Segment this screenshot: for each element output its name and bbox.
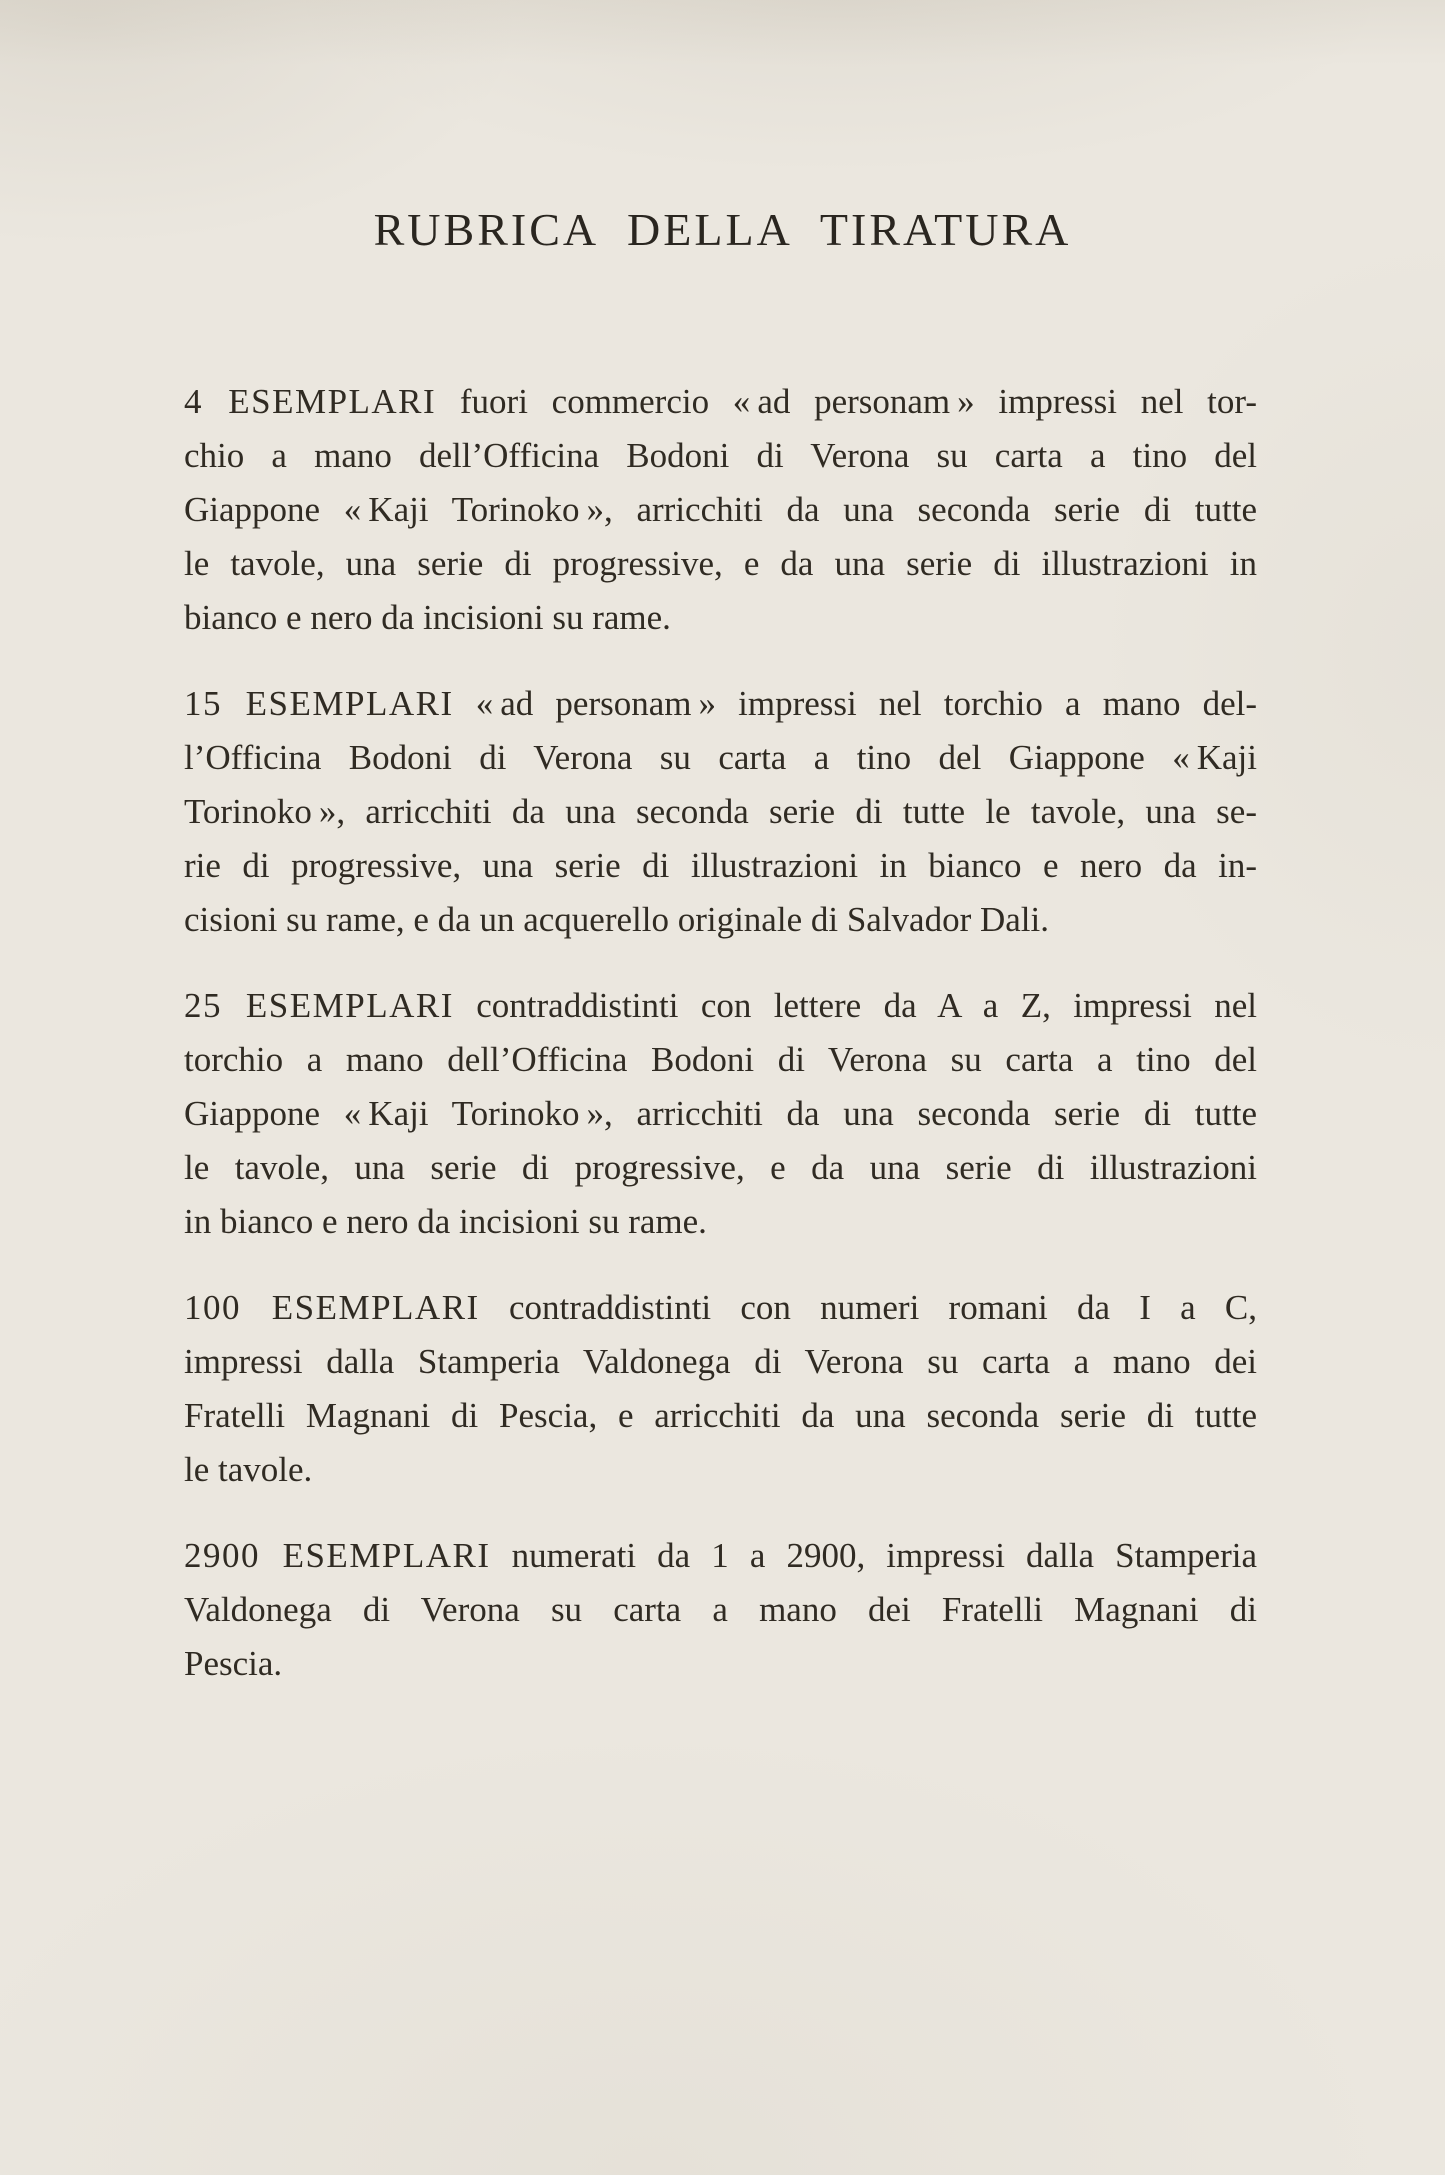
edition-lead: 25 ESEMPLARI	[184, 986, 454, 1025]
text-line: 25 ESEMPLARI contraddistinti con lettere da A a Z, impressi nel	[184, 986, 1257, 1025]
edition-lead: 2900 ESEMPLARI	[184, 1536, 491, 1575]
text-line: bianco e nero da incisioni su rame.	[184, 598, 671, 637]
text-line: Giappone « Kaji Torinoko », arricchiti da una seconda serie di tutte	[184, 490, 1257, 529]
paragraph	[184, 677, 1257, 947]
text-line: Giappone « Kaji Torinoko », arricchiti da una seconda serie di tutte	[184, 1094, 1257, 1133]
text-line: in bianco e nero da incisioni su rame.	[184, 1202, 707, 1241]
text-line: Fratelli Magnani di Pescia, e arricchiti da una seconda serie di tutte	[184, 1396, 1257, 1435]
text-line: le tavole, una serie di progressive, e da una serie di illustrazioni	[184, 1148, 1257, 1187]
text-line: Valdonega di Verona su carta a mano dei Fratelli Magnani di	[184, 1590, 1257, 1629]
text-line: chio a mano dell’Officina Bodoni di Verona su carta a tino del	[184, 436, 1257, 475]
text-line: le tavole.	[184, 1450, 313, 1489]
text-line: 2900 ESEMPLARI numerati da 1 a 2900, impressi dalla Stamperia	[184, 1536, 1258, 1575]
text-line: torchio a mano dell’Officina Bodoni di Verona su carta a tino del	[184, 1040, 1257, 1079]
paragraph	[184, 375, 1257, 645]
edition-lead: 15 ESEMPLARI	[184, 684, 454, 723]
text-block	[184, 375, 1257, 1691]
text-line: 4 ESEMPLARI fuori commercio « ad personam » impressi nel tor-	[184, 382, 1257, 421]
text-line: impressi dalla Stamperia Valdonega di Verona su carta a mano dei	[184, 1342, 1257, 1381]
edition-lead: 100 ESEMPLARI	[184, 1288, 480, 1327]
page-title: RUBRICA DELLA TIRATURA	[373, 204, 1072, 255]
text-line: 100 ESEMPLARI contraddistinti con numeri romani da I a C,	[184, 1288, 1257, 1327]
text-line: cisioni su rame, e da un acquerello originale di Salvador Dali.	[184, 900, 1050, 939]
paragraph	[184, 979, 1257, 1249]
text-line: le tavole, una serie di progressive, e da una serie di illustrazioni in	[184, 544, 1257, 583]
text-line: 15 ESEMPLARI « ad personam » impressi nel torchio a mano del-	[184, 684, 1258, 723]
text-line: l’Officina Bodoni di Verona su carta a tino del Giappone « Kaji	[184, 738, 1257, 777]
text-line: rie di progressive, una serie di illustrazioni in bianco e nero da in-	[184, 846, 1257, 885]
edition-lead: 4 ESEMPLARI	[184, 382, 437, 421]
paragraph	[184, 1529, 1257, 1691]
text-line: Torinoko », arricchiti da una seconda serie di tutte le tavole, una se-	[184, 792, 1257, 831]
paragraph	[184, 1281, 1257, 1497]
text-line: Pescia.	[184, 1644, 283, 1683]
